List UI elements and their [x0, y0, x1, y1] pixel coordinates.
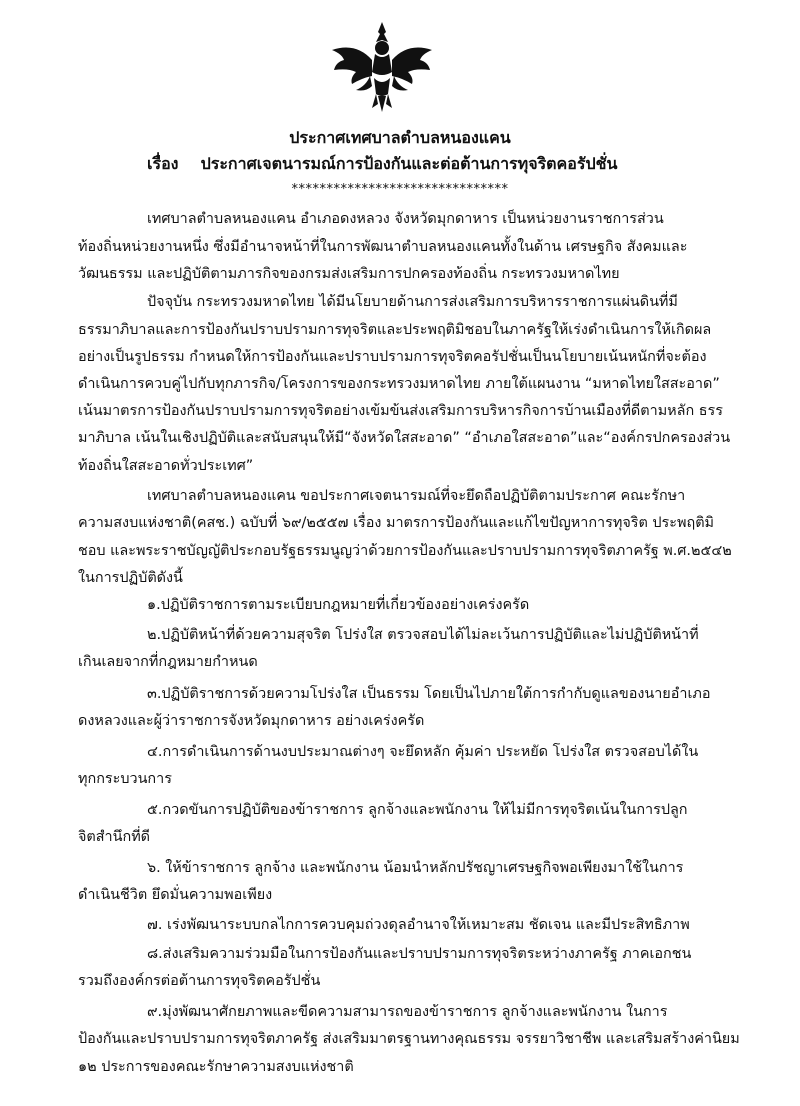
- subject-text: ประกาศเจตนารมณ์การป้องกันและต่อต้านการทุจริตคอรัปชั่น: [200, 154, 618, 173]
- list-item: ๘.ส่งเสริมความร่วมมือในการป้องกันและปราบปรามการทุจริตระหว่างภาครัฐ ภาคเอกชน: [147, 946, 692, 962]
- subject-label: เรื่อง: [147, 154, 179, 173]
- paragraph-line: ดำเนินการควบคู่ไปกับทุกภารกิจ/โครงการของกระทรวงมหาดไทย ภายใต้แผนงาน “มหาดไทยใสสะอาด”: [78, 376, 720, 392]
- paragraph-line: ท้องถิ่นใสสะอาดทั่วประเทศ”: [78, 458, 254, 474]
- paragraph-line: ปัจจุบัน กระทรวงมหาดไทย ได้มีนโยบายด้านการส่งเสริมการบริหารราชการแผ่นดินที่มี: [147, 294, 678, 310]
- list-item-continuation: ดงหลวงและผู้ว่าราชการจังหวัดมุกดาหาร อย่างเคร่งครัด: [78, 713, 425, 729]
- paragraph-line: ชอบ และพระราชบัญญัติประกอบรัฐธรรมนูญว่าด้วยการป้องกันและปราบปรามการทุจริตภาครัฐ พ.ศ.๒๕๔๒: [78, 543, 732, 559]
- paragraph-line: วัฒนธรรม และปฏิบัติตามภารกิจของกรมส่งเสริมการปกครองท้องถิ่น กระทรวงมหาดไทย: [78, 266, 620, 282]
- paragraph-line: มาภิบาล เน้นในเชิงปฏิบัติและสนับสนุนให้มี“จังหวัดใสสะอาด” “อำเภอใสสะอาด”และ“องค์กรปกครองส่วน: [78, 430, 731, 446]
- list-item-continuation: เกินเลยจากที่กฎหมายกำหนด: [78, 654, 258, 670]
- paragraph-line: อย่างเป็นรูปธรรม กำหนดให้การป้องกันและปราบปรามการทุจริตคอรัปชั่นเป็นนโยบายเน้นหนักที่จะต้อง: [78, 349, 707, 365]
- subject-line: [147, 152, 617, 177]
- paragraph-line: ธรรมาภิบาลและการป้องกันปราบปรามการทุจริตและประพฤติมิชอบในภาครัฐให้เร่งดำเนินการให้เกิดผล: [78, 322, 712, 338]
- list-item-continuation: ป้องกันและปราบปรามการทุจริตภาครัฐ ส่งเสริมมาตรฐานทางคุณธรรม จรรยาวิชาชีพ และเสริมสร้างค่านิยม: [78, 1031, 740, 1047]
- list-item: ๑.ปฏิบัติราชการตามระเบียบกฎหมายที่เกี่ยวข้องอย่างเคร่งครัด: [147, 597, 530, 613]
- list-item-continuation: ทุกกระบวนการ: [78, 771, 172, 787]
- list-item-continuation: ดำเนินชีวิต ยึดมั่นความพอเพียง: [78, 887, 273, 903]
- list-item-continuation: รวมถึงองค์กรต่อต้านการทุจริตคอรัปชั่น: [78, 973, 321, 989]
- paragraph-line: ในการปฏิบัติดังนี้: [78, 570, 183, 586]
- paragraph-line: ท้องถิ่นหน่วยงานหนึ่ง ซึ่งมีอำนาจหน้าที่ในการพัฒนาตำบลหนองแคนทั้งในด้าน เศรษฐกิจ สังคมและ: [78, 239, 688, 255]
- document-title: ประกาศเทศบาลตำบลหนองแคน: [289, 128, 511, 147]
- list-item: ๓.ปฏิบัติราชการด้วยความโปร่งใส เป็นธรรม โดยเป็นไปภายใต้การกำกับดูแลของนายอำเภอ: [147, 686, 711, 702]
- separator: *******************************: [291, 182, 509, 197]
- list-item-continuation: จิตสำนึกที่ดี: [78, 829, 151, 845]
- list-item: ๗. เร่งพัฒนาระบบกลไกการควบคุมถ่วงดุลอำนาจให้เหมาะสม ชัดเจน และมีประสิทธิภาพ: [147, 917, 690, 933]
- list-item-continuation: ๑๒ ประการของคณะรักษาความสงบแห่งชาติ: [78, 1059, 354, 1075]
- paragraph-line: เน้นมาตรการป้องกันปราบปรามการทุจริตอย่างเข้มข้นส่งเสริมการบริหารกิจการบ้านเมืองที่ดีตามหลัก ธรร: [78, 403, 724, 419]
- list-item: ๒.ปฏิบัติหน้าที่ด้วยความสุจริต โปร่งใส ตรวจสอบได้ไม่ละเว้นการปฏิบัติและไม่ปฏิบัติหน้าที่: [147, 627, 699, 643]
- paragraph-line: เทศบาลตำบลหนองแคน ขอประกาศเจตนารมณ์ที่จะยึดถือปฏิบัติตามประกาศ คณะรักษา: [147, 488, 686, 504]
- garuda-emblem-icon: [326, 20, 438, 114]
- list-item: ๙.มุ่งพัฒนาศักยภาพและขีดความสามารถของข้าราชการ ลูกจ้างและพนักงาน ในการ: [147, 1004, 668, 1020]
- paragraph-line: ความสงบแห่งชาติ(คสช.) ฉบับที่ ๖๙/๒๕๕๗ เรื่อง มาตรการป้องกันและแก้ไขปัญหาการทุจริต ประพฤติมิ: [78, 515, 715, 531]
- list-item: ๕.กวดขันการปฏิบัติของข้าราชการ ลูกจ้างและพนักงาน ให้ไม่มีการทุจริตเน้นในการปลูก: [147, 802, 688, 818]
- list-item: ๔.การดำเนินการด้านงบประมาณต่างๆ จะยึดหลัก คุ้มค่า ประหยัด โปร่งใส ตรวจสอบได้ใน: [147, 744, 699, 760]
- list-item: ๖. ให้ข้าราชการ ลูกจ้าง และพนักงาน น้อมนำหลักปรัชญาเศรษฐกิจพอเพียงมาใช้ในการ: [147, 860, 684, 876]
- paragraph-line: เทศบาลตำบลหนองแคน อำเภอดงหลวง จังหวัดมุกดาหาร เป็นหน่วยงานราชการส่วน: [147, 211, 664, 227]
